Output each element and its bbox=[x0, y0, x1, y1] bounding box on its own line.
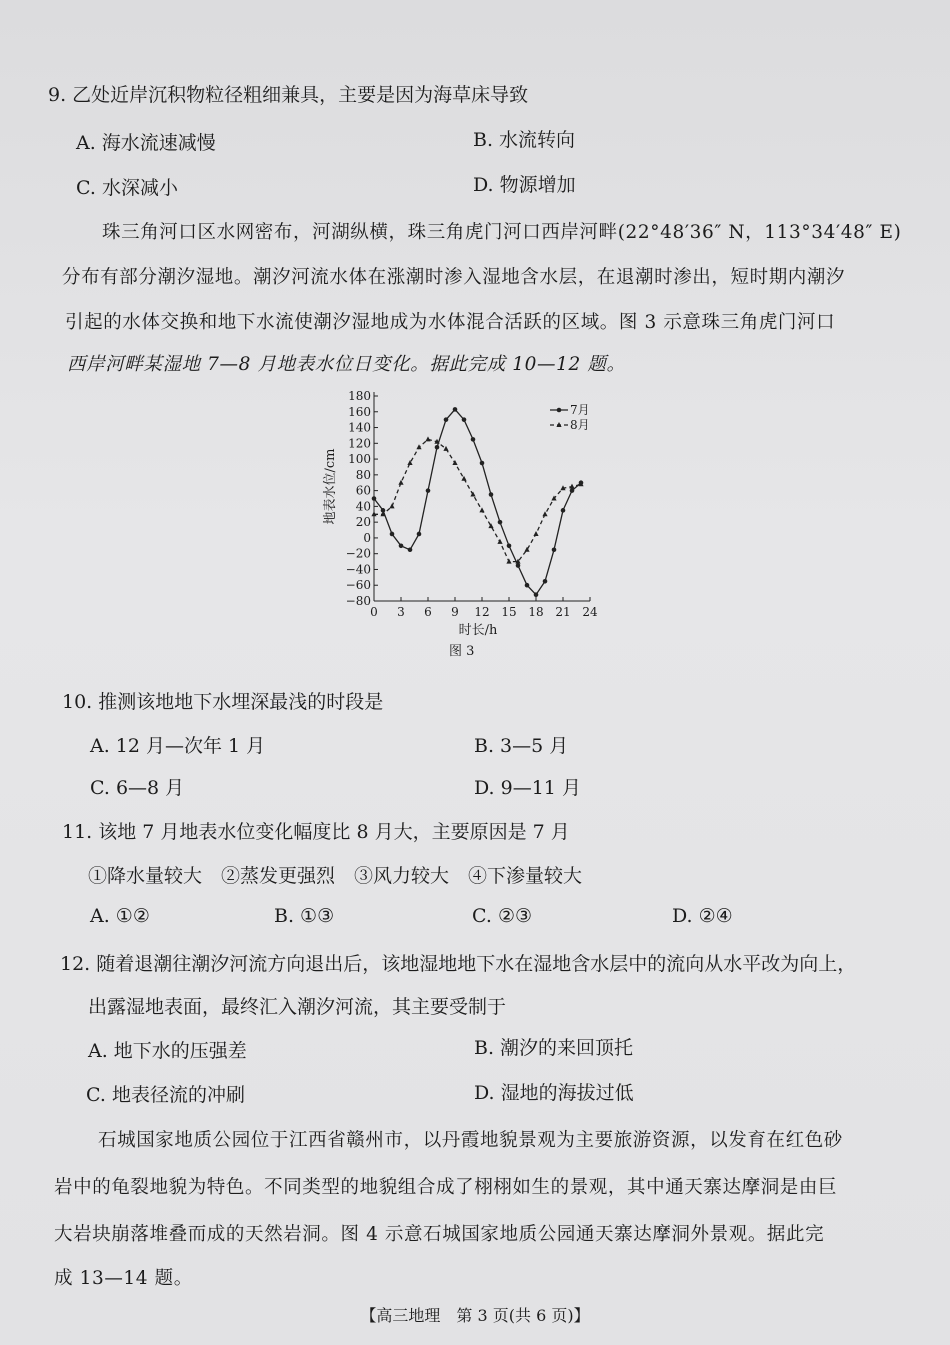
passage1-line2: 分布有部分潮汐湿地。潮汐河流水体在涨潮时渗入湿地含水层，在退潮时渗出，短时期内潮汐 bbox=[62, 267, 846, 288]
q10-stem: 10. 推测该地地下水埋深最浅的时段是 bbox=[62, 691, 384, 713]
data-point bbox=[516, 563, 521, 568]
data-point bbox=[435, 445, 440, 450]
q10-option-b: B. 3—5 月 bbox=[474, 735, 569, 757]
q11-items: ①降水量较大 ②蒸发更强烈 ③风力较大 ④下渗量较大 bbox=[88, 865, 583, 887]
data-point bbox=[417, 532, 422, 537]
data-point bbox=[489, 492, 494, 497]
q9-option-d: D. 物源增加 bbox=[473, 174, 576, 196]
data-point bbox=[543, 579, 548, 584]
data-point bbox=[425, 436, 430, 441]
data-point bbox=[570, 488, 575, 493]
data-point bbox=[507, 544, 512, 549]
passage1-line3: 引起的水体交换和地下水流使潮汐湿地成为水体混合活跃的区域。图 3 示意珠三角虎门河口 bbox=[65, 312, 836, 333]
q12-option-a: A. 地下水的压强差 bbox=[88, 1040, 247, 1062]
q9-stem: 9. 乙处近岸沉积物粒径粗细兼具，主要是因为海草床导致 bbox=[48, 84, 529, 106]
y-tick-label: 40 bbox=[355, 499, 371, 514]
y-tick-label: 20 bbox=[355, 515, 371, 530]
q12-stem-line2: 出露湿地表面，最终汇入潮汐河流，其主要受制于 bbox=[88, 996, 507, 1018]
passage2-line2: 岩中的龟裂地貌为特色。不同类型的地貌组合成了栩栩如生的景观，其中通天寨达摩洞是由巨 bbox=[54, 1177, 838, 1198]
legend-label-july: 7月 bbox=[570, 403, 590, 417]
passage1-line1: 珠三角河口区水网密布，河湖纵横，珠三角虎门河口西岸河畔(22°48′36″ N，113°34′48″ E) bbox=[102, 222, 902, 243]
q12-stem-line1: 12. 随着退潮往潮汐河流方向退出后，该地湿地地下水在湿地含水层中的流向从水平改为向上， bbox=[60, 953, 857, 975]
x-tick-label: 24 bbox=[582, 605, 598, 619]
data-point bbox=[552, 547, 557, 552]
y-tick-label: 100 bbox=[348, 452, 371, 467]
q12-option-b: B. 潮汐的来回顶托 bbox=[474, 1037, 634, 1059]
q11-option-a: A. ①② bbox=[90, 905, 150, 927]
y-axis-label: 地表水位/cm bbox=[323, 448, 338, 525]
q11-option-b: B. ①③ bbox=[274, 905, 335, 927]
y-tick-label: −20 bbox=[345, 546, 371, 561]
y-tick-label: −80 bbox=[345, 594, 371, 608]
y-tick-label: −40 bbox=[345, 562, 371, 577]
data-point bbox=[389, 503, 394, 508]
data-point bbox=[398, 480, 403, 485]
data-point bbox=[426, 488, 431, 493]
y-tick-label: 60 bbox=[355, 483, 371, 498]
data-point bbox=[534, 592, 539, 597]
q10-option-a: A. 12 月—次年 1 月 bbox=[90, 735, 266, 757]
data-point bbox=[480, 461, 485, 466]
x-tick-label: 12 bbox=[474, 605, 490, 619]
y-tick-label: 180 bbox=[348, 389, 371, 403]
data-point bbox=[443, 446, 448, 451]
y-tick-label: 140 bbox=[348, 420, 371, 435]
q10-option-c: C. 6—8 月 bbox=[90, 777, 185, 799]
passage2-line1: 石城国家地质公园位于江西省赣州市，以丹霞地貌景观为主要旅游资源，以发育在红色砂 bbox=[98, 1130, 843, 1151]
y-tick-label: −60 bbox=[345, 578, 371, 593]
figure-caption: 图 3 bbox=[449, 644, 475, 659]
legend-label-august: 8月 bbox=[570, 418, 590, 432]
q9-option-a: A. 海水流速减慢 bbox=[76, 132, 216, 154]
x-tick-label: 21 bbox=[555, 605, 571, 619]
q12-option-c: C. 地表径流的冲刷 bbox=[86, 1084, 245, 1106]
data-point bbox=[471, 437, 476, 442]
data-point bbox=[497, 539, 502, 544]
y-tick-label: 160 bbox=[348, 404, 371, 419]
data-point bbox=[390, 532, 395, 537]
x-tick-label: 9 bbox=[451, 605, 459, 619]
series-line-2 bbox=[374, 439, 581, 561]
data-point bbox=[408, 547, 413, 552]
x-tick-label: 0 bbox=[370, 605, 378, 619]
data-point bbox=[372, 496, 377, 501]
y-tick-label: 0 bbox=[363, 530, 371, 545]
q11-option-c: C. ②③ bbox=[472, 905, 533, 927]
x-tick-label: 15 bbox=[501, 605, 517, 619]
page-footer: 【高三地理 第 3 页(共 6 页)】 bbox=[360, 1306, 590, 1325]
data-point bbox=[444, 417, 449, 422]
series-line-1 bbox=[374, 409, 581, 594]
y-tick-label: 120 bbox=[348, 436, 371, 451]
y-tick-label: 80 bbox=[355, 467, 371, 482]
q11-stem: 11. 该地 7 月地表水位变化幅度比 8 月大，主要原因是 7 月 bbox=[62, 821, 570, 843]
data-point bbox=[533, 531, 538, 536]
legend-marker-july bbox=[557, 408, 562, 413]
x-tick-label: 18 bbox=[528, 605, 544, 619]
passage2-line4: 成 13—14 题。 bbox=[54, 1268, 193, 1289]
q11-option-d: D. ②④ bbox=[672, 905, 733, 927]
data-point bbox=[452, 460, 457, 465]
x-tick-label: 6 bbox=[424, 605, 432, 619]
data-point bbox=[462, 417, 467, 422]
passage1-line4: 西岸河畔某湿地 7—8 月地表水位日变化。据此完成 10—12 题。 bbox=[67, 354, 626, 375]
data-point bbox=[453, 407, 458, 412]
q9-option-c: C. 水深减小 bbox=[76, 177, 178, 199]
data-point bbox=[399, 544, 404, 549]
q12-option-d: D. 湿地的海拔过低 bbox=[474, 1082, 634, 1104]
x-tick-label: 3 bbox=[397, 605, 405, 619]
data-point bbox=[542, 511, 547, 516]
data-point bbox=[525, 583, 530, 588]
x-axis-label: 时长/h bbox=[458, 623, 498, 638]
data-point bbox=[506, 559, 511, 564]
q10-option-d: D. 9—11 月 bbox=[474, 777, 581, 799]
data-point bbox=[498, 520, 503, 525]
passage2-line3: 大岩块崩落堆叠而成的天然岩洞。图 4 示意石城国家地质公园通天寨达摩洞外景观。据此完 bbox=[54, 1224, 825, 1245]
water-level-chart bbox=[300, 380, 620, 638]
data-point bbox=[416, 444, 421, 449]
data-point bbox=[479, 507, 484, 512]
data-point bbox=[569, 484, 574, 489]
data-point bbox=[561, 508, 566, 513]
q9-option-b: B. 水流转向 bbox=[473, 129, 576, 151]
